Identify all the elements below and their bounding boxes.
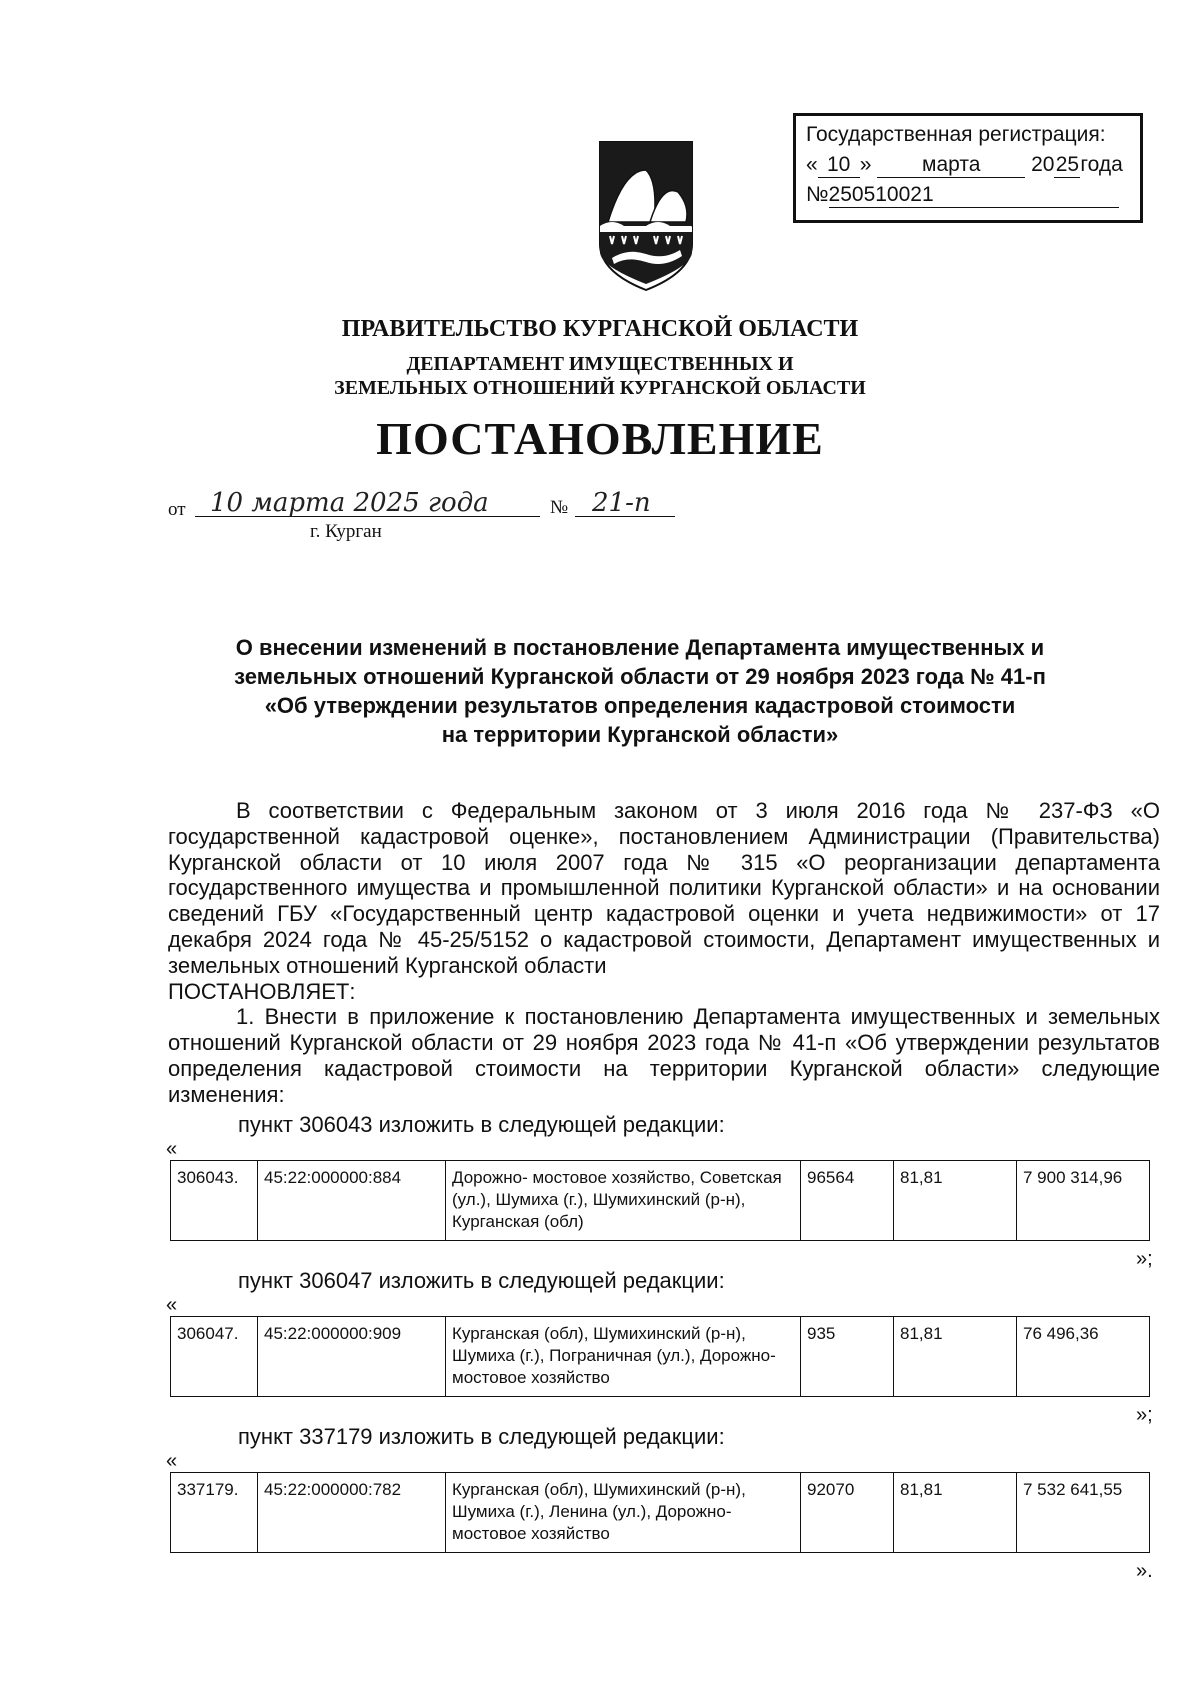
closing-quote: ».: [1136, 1560, 1153, 1582]
registration-stamp: [793, 113, 1143, 223]
cell-item-number: 306043.: [171, 1161, 258, 1241]
cell-cadastral-number: 45:22:000000:884: [258, 1161, 446, 1241]
document-type-title: ПОСТАНОВЛЕНИЕ: [376, 413, 824, 464]
decree-from-label: от: [168, 499, 186, 520]
cell-specific-value: 81,81: [894, 1473, 1017, 1553]
cell-cadastral-number: 45:22:000000:909: [258, 1317, 446, 1397]
registration-heading: Государственная регистрация:: [806, 123, 1106, 146]
open-quote: «: [166, 1294, 178, 1316]
table-row: [171, 1317, 1150, 1397]
decree-date: 10 марта 2025 года: [210, 488, 489, 518]
amendment-intro: пункт 306043 изложить в следующей редакции:: [238, 1112, 725, 1137]
table-row: [171, 1161, 1150, 1241]
decree-body: [168, 798, 1160, 1108]
department-heading-line2: ЗЕМЕЛЬНЫХ ОТНОШЕНИЙ КУРГАНСКОЙ ОБЛАСТИ: [334, 377, 866, 399]
amendment-intro: пункт 306047 изложить в следующей редакции:: [238, 1268, 725, 1293]
open-quote: «: [166, 1138, 178, 1160]
cell-area: 96564: [801, 1161, 894, 1241]
title-line: земельных отношений Курганской области от 29 ноября 2023 года № 41-п: [234, 664, 1046, 689]
title-line: О внесении изменений в постановление Департамента имущественных и: [235, 635, 1045, 660]
registration-day-open: «: [806, 153, 818, 176]
amendment-intro: пункт 337179 изложить в следующей редакции:: [238, 1424, 725, 1449]
cell-area: 935: [801, 1317, 894, 1397]
cadastral-table: [170, 1316, 1150, 1397]
title-line: на территории Курганской области»: [441, 722, 839, 747]
cell-cadastral-number: 45:22:000000:782: [258, 1473, 446, 1553]
cell-address: Курганская (обл), Шумихинский (р-н), Шумиха (г.), Ленина (ул.), Дорожно- мостовое хозяйство: [446, 1473, 801, 1553]
closing-quote: »;: [1136, 1248, 1153, 1270]
cell-specific-value: 81,81: [894, 1161, 1017, 1241]
registration-day-close: »: [859, 153, 872, 176]
cadastral-table: [170, 1472, 1150, 1553]
closing-quote: »;: [1136, 1404, 1153, 1426]
decree-title: [160, 633, 1120, 749]
cell-cadastral-value: 7 532 641,55: [1017, 1473, 1150, 1553]
body-paragraph-item-1: 1. Внести в приложение к постановлению Департамента имущественных и земельных отношений Курганской области от 29 ноября 2023 года № 41-п «Об утверждении результатов определения кадастровой стоимости на территории Курганской области» следующие изменения:: [168, 1004, 1160, 1107]
cell-address: Курганская (обл), Шумихинский (р-н), Шумиха (г.), Пограничная (ул.), Дорожно-мостовое хозяйство: [446, 1317, 801, 1397]
decree-city: г. Курган: [310, 521, 382, 542]
registration-month: марта: [877, 153, 1025, 178]
cadastral-table: [170, 1160, 1150, 1241]
decree-number-label: №: [550, 497, 569, 518]
registration-date-row: [806, 150, 1130, 180]
table-row: [171, 1473, 1150, 1553]
cell-area: 92070: [801, 1473, 894, 1553]
registration-number-row: [806, 180, 1130, 210]
registration-year-word: года: [1080, 153, 1123, 176]
registration-year-suffix: 25: [1055, 153, 1080, 176]
registration-number: 250510021: [829, 183, 1119, 208]
registration-number-label: №: [806, 183, 829, 206]
registration-day: 10: [818, 153, 860, 178]
registration-year-prefix: 20: [1031, 153, 1055, 176]
open-quote: «: [166, 1450, 178, 1472]
cell-specific-value: 81,81: [894, 1317, 1017, 1397]
cell-item-number: 306047.: [171, 1317, 258, 1397]
cell-cadastral-value: 7 900 314,96: [1017, 1161, 1150, 1241]
department-heading-line1: ДЕПАРТАМЕНТ ИМУЩЕСТВЕННЫХ И: [406, 353, 794, 375]
decree-word: ПОСТАНОВЛЯЕТ:: [168, 978, 356, 1004]
cell-address: Дорожно- мостовое хозяйство, Советская (ул.), Шумиха (г.), Шумихинский (р-н), Курганская (обл): [446, 1161, 801, 1241]
cell-cadastral-value: 76 496,36: [1017, 1317, 1150, 1397]
decree-number: 21-п: [592, 488, 651, 518]
body-paragraph-preamble: В соответствии с Федеральным законом от 3 июля 2016 года № 237-ФЗ «О государственной кадастровой оценке», постановлением Администрации (Правительства) Курганской области от 10 июля 2007 года № 315 «О реорганизации департамента государственного имущества и промышленной политики Курганской области» и на основании сведений ГБУ «Государственный центр кадастровой оценки и учета недвижимости» от 17 декабря 2024 года № 45-25/5152 о кадастровой стоимости, Департамент имущественных и земельных отношений Курганской области: [168, 798, 1160, 978]
title-line: «Об утверждении результатов определения кадастровой стоимости: [264, 693, 1016, 718]
cell-item-number: 337179.: [171, 1473, 258, 1553]
coat-of-arms-icon: [598, 140, 694, 292]
government-heading: ПРАВИТЕЛЬСТВО КУРГАНСКОЙ ОБЛАСТИ: [341, 316, 859, 342]
